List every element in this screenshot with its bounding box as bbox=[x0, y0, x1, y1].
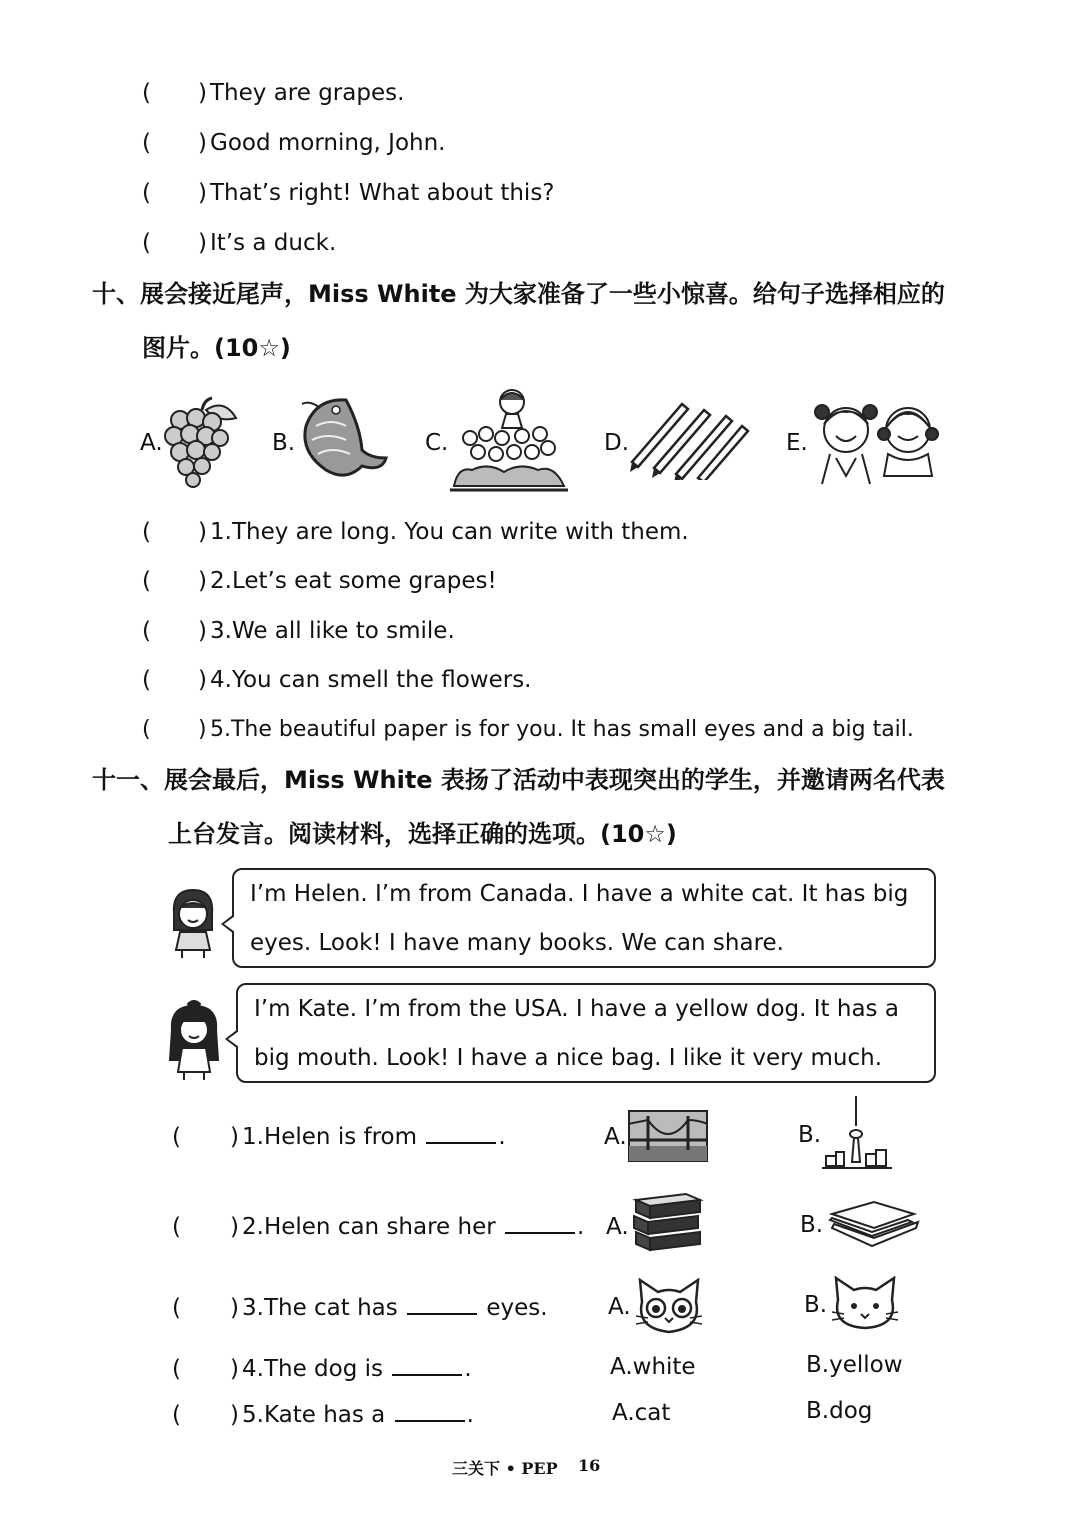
item-text: 5.The beautiful paper is for you. It has small eyes and a big tail. bbox=[210, 717, 914, 742]
small-eyed-cat-icon bbox=[830, 1276, 900, 1332]
item-text: 4.You can smell the flowers. bbox=[210, 667, 532, 693]
paren-close: ) bbox=[198, 230, 207, 256]
paren-open: ( bbox=[172, 1214, 181, 1240]
paren-open: ( bbox=[142, 130, 151, 156]
question-text-end: . bbox=[498, 1124, 506, 1150]
item-text: 3.We all like to smile. bbox=[210, 618, 455, 644]
paren-close: ) bbox=[198, 180, 207, 206]
answer-blank[interactable] bbox=[392, 1354, 462, 1376]
paren-open: ( bbox=[142, 568, 151, 594]
big-eyed-cat-icon bbox=[634, 1278, 704, 1336]
option-a: A.white bbox=[610, 1354, 696, 1380]
picture-label-e: E. bbox=[786, 430, 808, 456]
item-text: They are grapes. bbox=[210, 80, 405, 106]
option-b: B. bbox=[800, 1212, 824, 1238]
kate-speech-bubble bbox=[236, 983, 936, 1083]
option-b: B. bbox=[804, 1292, 828, 1318]
paren-close: ) bbox=[230, 1214, 239, 1240]
question-text: 3.The cat has bbox=[242, 1295, 398, 1321]
paren-open: ( bbox=[172, 1124, 181, 1150]
paren-close: ) bbox=[198, 519, 207, 545]
paren-open: ( bbox=[142, 618, 151, 644]
helen-speech-bubble bbox=[232, 868, 936, 968]
option-b: B.dog bbox=[806, 1398, 873, 1424]
item-text: That’s right! What about this? bbox=[210, 180, 555, 206]
question-text-end: eyes. bbox=[486, 1295, 548, 1321]
question-text-end: . bbox=[466, 1402, 474, 1428]
option-a: A.cat bbox=[612, 1400, 671, 1426]
paren-close: ) bbox=[230, 1356, 239, 1382]
picture-label-a: A. bbox=[140, 430, 163, 456]
answer-blank[interactable] bbox=[426, 1122, 496, 1144]
question-text: 1.Helen is from bbox=[242, 1124, 418, 1150]
question-text: 5.Kate has a bbox=[242, 1402, 386, 1428]
paren-open: ( bbox=[142, 180, 151, 206]
option-b: B.yellow bbox=[806, 1352, 903, 1378]
option-b: B. bbox=[798, 1122, 822, 1148]
question-text-end: . bbox=[577, 1214, 585, 1240]
question-text-end: . bbox=[464, 1356, 472, 1382]
paren-open: ( bbox=[142, 80, 151, 106]
paren-open: ( bbox=[142, 717, 151, 742]
answer-blank[interactable] bbox=[505, 1212, 575, 1234]
section-10-heading: 十、展会接近尾声，Miss White 为大家准备了一些小惊喜。给句子选择相应的 bbox=[92, 280, 945, 308]
item-text: It’s a duck. bbox=[210, 230, 337, 256]
option-a: A. bbox=[608, 1294, 631, 1320]
picture-label-d: D. bbox=[604, 430, 630, 456]
item-text: 2.Let’s eat some grapes! bbox=[210, 568, 497, 594]
kate-line-1: I’m Kate. I’m from the USA. I have a yellow dog. It has a bbox=[254, 996, 899, 1022]
question-text: 4.The dog is bbox=[242, 1356, 383, 1382]
item-text: 1.They are long. You can write with them. bbox=[210, 519, 689, 545]
paren-close: ) bbox=[198, 568, 207, 594]
option-a: A. bbox=[604, 1124, 627, 1150]
paren-close: ) bbox=[198, 717, 207, 742]
smiling-girls-icon bbox=[808, 394, 946, 486]
page-number: 16 bbox=[578, 1456, 601, 1475]
flowers-icon bbox=[448, 386, 570, 494]
section-11-heading: 十一、展会最后，Miss White 表扬了活动中表现突出的学生，并邀请两名代表 bbox=[92, 766, 945, 794]
books-icon bbox=[630, 1192, 704, 1260]
paren-open: ( bbox=[172, 1402, 181, 1428]
grapes-icon bbox=[162, 396, 242, 488]
paren-open: ( bbox=[142, 667, 151, 693]
paren-close: ) bbox=[230, 1124, 239, 1150]
paren-open: ( bbox=[142, 230, 151, 256]
helen-avatar bbox=[166, 886, 220, 960]
pencils-icon bbox=[630, 398, 752, 480]
kate-avatar bbox=[166, 1000, 222, 1082]
picture-label-c: C. bbox=[425, 430, 449, 456]
paren-close: ) bbox=[198, 130, 207, 156]
option-a: A. bbox=[606, 1214, 629, 1240]
answer-blank[interactable] bbox=[407, 1293, 477, 1315]
paper-fish-icon bbox=[296, 396, 388, 486]
paren-close: ) bbox=[198, 618, 207, 644]
cn-tower-icon bbox=[822, 1096, 892, 1172]
paren-open: ( bbox=[172, 1356, 181, 1382]
helen-line-2: eyes. Look! I have many books. We can share. bbox=[250, 930, 784, 956]
paper-sheets-icon bbox=[826, 1198, 922, 1252]
paren-open: ( bbox=[172, 1295, 181, 1321]
footer-label: 三关下 • PEP bbox=[452, 1459, 558, 1478]
answer-blank[interactable] bbox=[395, 1400, 465, 1422]
paren-open: ( bbox=[142, 519, 151, 545]
golden-gate-bridge-icon bbox=[628, 1110, 708, 1162]
section-10-heading-cont: 图片。(10☆) bbox=[142, 334, 291, 362]
question-text: 2.Helen can share her bbox=[242, 1214, 496, 1240]
picture-label-b: B. bbox=[272, 430, 296, 456]
kate-line-2: big mouth. Look! I have a nice bag. I like it very much. bbox=[254, 1045, 883, 1071]
paren-close: ) bbox=[198, 667, 207, 693]
paren-close: ) bbox=[198, 80, 207, 106]
paren-close: ) bbox=[230, 1402, 239, 1428]
paren-close: ) bbox=[230, 1295, 239, 1321]
section-11-heading-cont: 上台发言。阅读材料，选择正确的选项。(10☆) bbox=[168, 820, 677, 848]
item-text: Good morning, John. bbox=[210, 130, 446, 156]
helen-line-1: I’m Helen. I’m from Canada. I have a white cat. It has big bbox=[250, 881, 909, 907]
